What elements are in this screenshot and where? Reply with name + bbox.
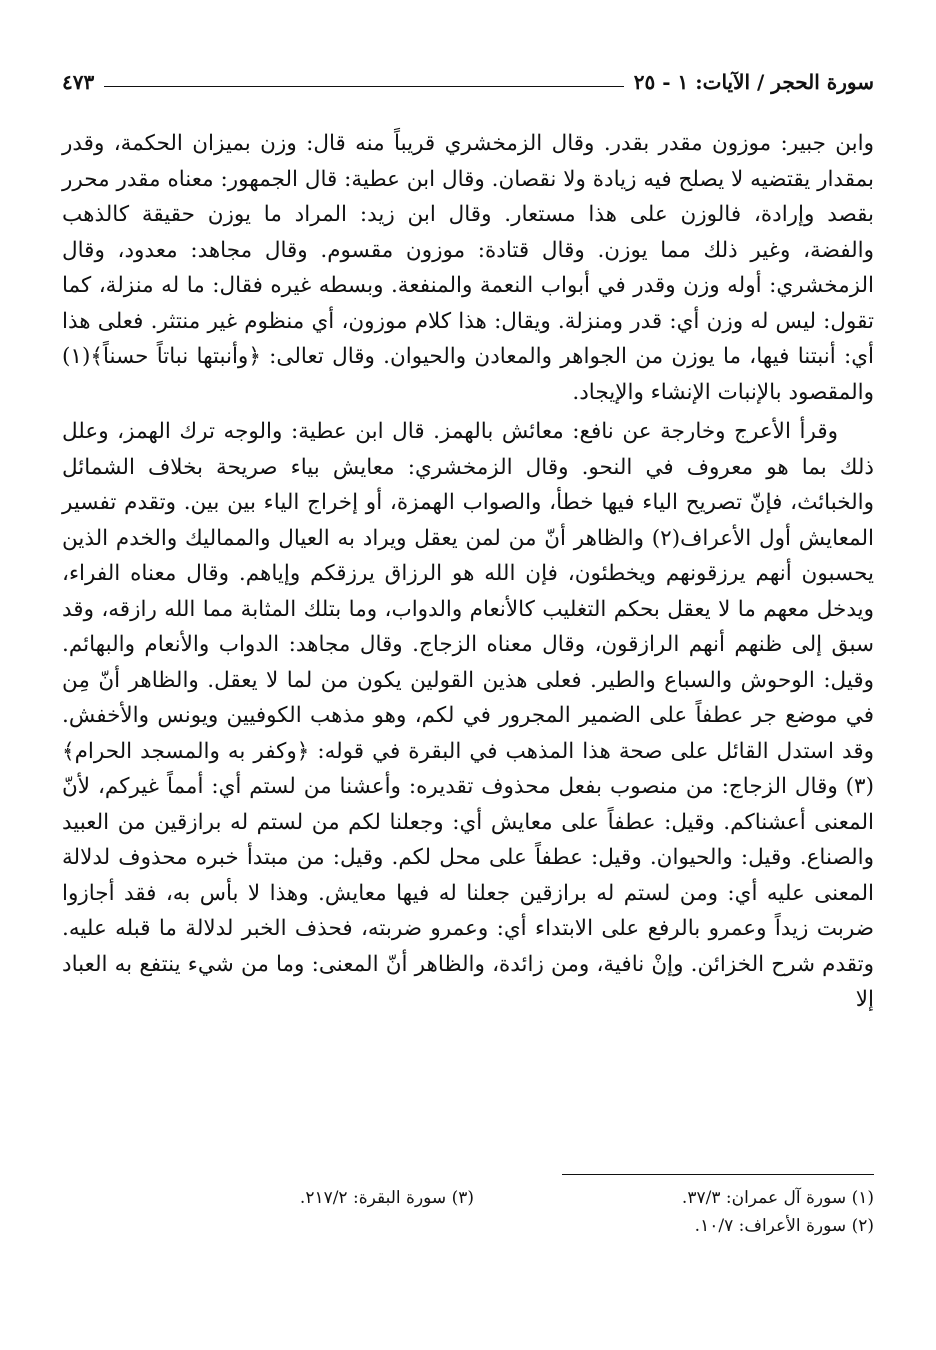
page-number: ٤٧٣ <box>62 70 95 94</box>
footnote-1: (١) سورة آل عمران: ٣٧/٣. <box>681 1188 874 1208</box>
main-text <box>62 126 874 1018</box>
paragraph-1: وابن جبير: موزون مقدر بقدر. وقال الزمخشري قريباً منه قال: وزن بميزان الحكمة، وقدر بمقدار يقتضيه لا يصلح فيه زيادة ولا نقصان. وقال ابن عطية: قال الجمهور: معناه مقدر محرر بقصد وإرادة، فالوزن على هذا مستعار. وقال ابن زيد: المراد ما يوزن حقيقة كالذهب والفضة، وغير ذلك مما يوزن. وقال قتادة: موزون مقسوم. وقال مجاهد: معدود، وقال الزمخشري: أوله وزن وقدر في أبواب النعمة والمنفعة. وبسطه غيره فقال: ما له منزلة، كما تقول: ليس له وزن أي: قدر ومنزلة. ويقال: هذا كلام موزون، أي منظوم غير منتثر. فعلى هذا أي: أنبتنا فيها، ما يوزن من الجواهر والمعادن والحيوان. وقال تعالى: ﴿وأنبتها نباتاً حسناً﴾(١) والمقصود بالإنبات الإنشاء والإيجاد. <box>62 131 874 405</box>
footnote-separator <box>562 1174 874 1175</box>
footnotes <box>62 1184 874 1240</box>
footnote-2: (٢) سورة الأعراف: ١٠/٧. <box>694 1216 874 1236</box>
footnote-row-1 <box>62 1184 874 1212</box>
header-rule <box>104 86 624 87</box>
footnote-row-2 <box>62 1212 874 1240</box>
chapter-title: سورة الحجر / الآيات: ١ - ٢٥ <box>633 70 874 94</box>
footnote-3: (٣) سورة البقرة: ٢١٧/٢. <box>299 1188 474 1208</box>
paragraph-2: وقرأ الأعرج وخارجة عن نافع: معائش بالهمز. قال ابن عطية: والوجه ترك الهمز، وعلل ذلك بما هو معروف في النحو. وقال الزمخشري: معايش بياء صريحة بخلاف الشمائل والخبائث، فإنّ تصريح الياء فيها خطأ، والصواب الهمزة، أو إخراج الياء بين بين. وتقدم تفسير المعايش أول الأعراف(٢) والظاهر أنّ من لمن يعقل ويراد به العيال والمماليك والخدم الذين يحسبون أنهم يرزقونهم ويخطئون، فإن الله هو الرزاق يرزقكم وإياهم. وقال معناه الفراء، ويدخل معهم ما لا يعقل بحكم التغليب كالأنعام والدواب، وما بتلك المثابة مما الله رازقه، وقد سبق إلى ظنهم أنهم الرازقون، وقال معناه الزجاج. وقال مجاهد: الدواب والأنعام والبهائم. وقيل: الوحوش والسباع والطير. فعلى هذين القولين يكون من لما لا يعقل. والظاهر أنّ مِن في موضع جر عطفاً على الضمير المجرور في لكم، وهو مذهب الكوفيين ويونس والأخفش. وقد استدل القائل على صحة هذا المذهب في البقرة في قوله: ﴿وكفر به والمسجد الحرام﴾(٣) وقال الزجاج: من منصوب بفعل محذوف تقديره: وأعشنا من لستم أي: أمماً غيركم، لأنّ المعنى أعشناكم. وقيل: عطفاً على معايش أي: وجعلنا لكم من لستم له برازقين من العبيد والصناع. وقيل: والحيوان. وقيل: عطفاً على محل لكم. وقيل: من مبتدأ خبره محذوف لدلالة المعنى عليه أي: ومن لستم له برازقين جعلنا له فيها معايش. وهذا لا بأس به، فقد أجازوا ضربت زيداً وعمرو بالرفع على الابتداء أي: وعمرو ضربته، فحذف الخبر لدلالة ما قبله عليه. وتقدم شرح الخزائن. وإنْ نافية، ومن زائدة، والظاهر أنّ المعنى: وما من شيء ينتفع به العباد إلا <box>62 419 874 1012</box>
running-header <box>62 62 874 102</box>
